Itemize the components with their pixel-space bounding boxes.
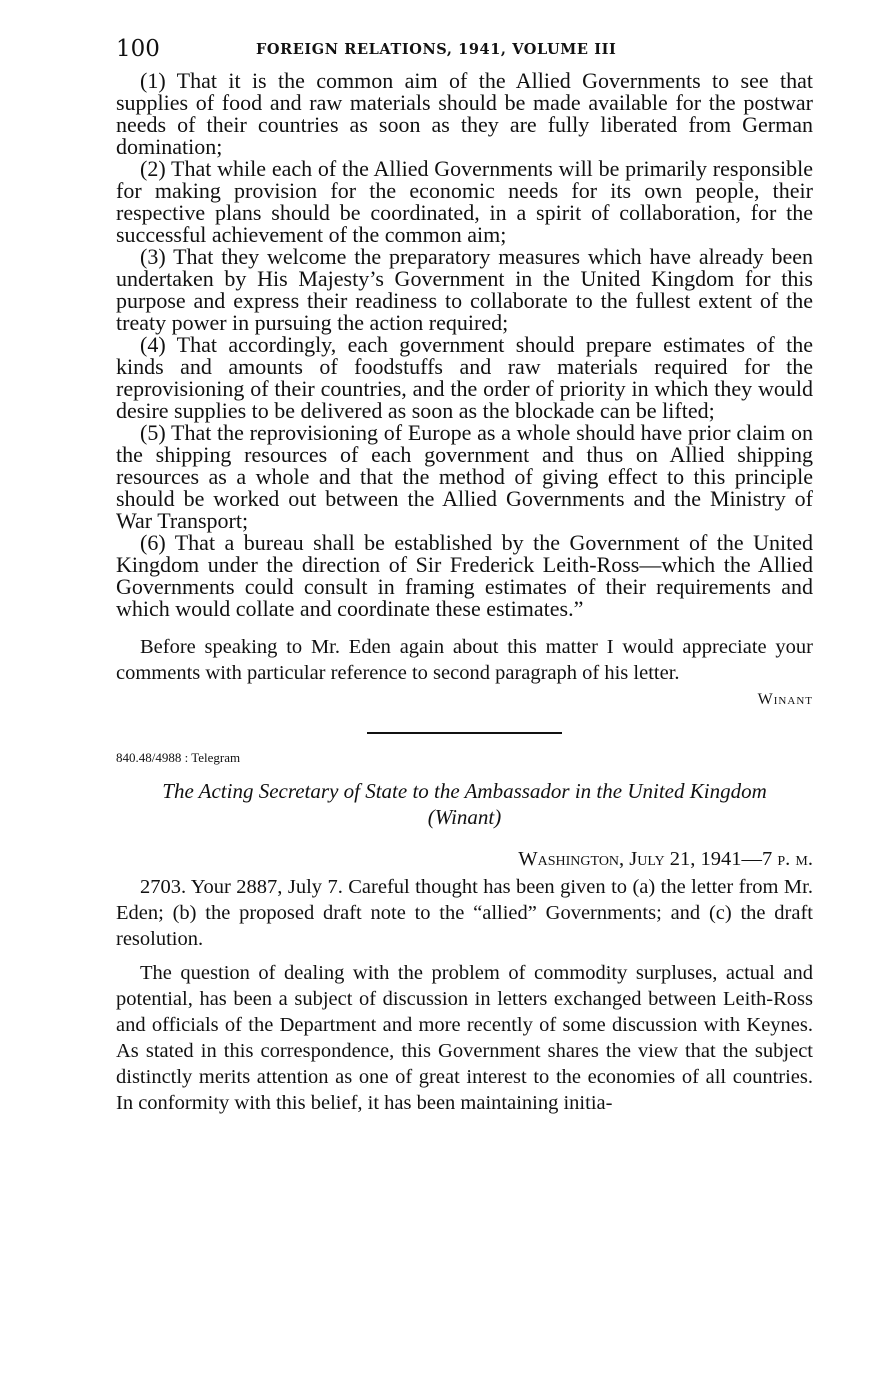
document-heading: The Acting Secretary of State to the Ambassador in the United Kingdom (Winant)	[162, 779, 767, 829]
resolution-point-4: (4) That accordingly, each government should prepare estimates of the kinds and amounts of foodstuffs and raw materials required for the reprovisioning of their countries, and the order of priority in which they would desire supplies to be delivered as soon as the blockade can be lifted;	[116, 332, 813, 423]
signature-block	[116, 688, 813, 712]
telegram-paragraph-1: 2703. Your 2887, July 7. Careful thought has been given to (a) the letter from Mr. Eden; (b) the proposed draft note to the “allied” Governments; and (c) the draft resolution.	[116, 876, 813, 950]
resolution-point-3: (3) That they welcome the preparatory measures which have already been undertaken by His Majesty’s Government in the United Kingdom for this purpose and express their readiness to collaborate to the fullest extent of the treaty power in pursuing the action required;	[116, 244, 813, 335]
telegram-paragraph-2: The question of dealing with the problem of commodity surpluses, actual and potential, has been a subject of discussion in letters exchanged between Leith-Ross and officials of the Department and more recently of some discussion with Keynes. As stated in this correspondence, this Government shares the view that the subject distinctly merits attention as one of great interest to the economies of all countries. In conformity with this belief, it has been maintaining initia-	[116, 962, 813, 1114]
page-header	[116, 34, 813, 70]
resolution-point-2: (2) That while each of the Allied Governments will be primarily responsible for making provision for the economic needs for its own people, their respective plans should be coordinated, in a spirit of collaboration, for the successful achievement of the common aim;	[116, 156, 813, 247]
resolution-point-1: (1) That it is the common aim of the Allied Governments to see that supplies of food and raw materials should be made available for the postwar needs of their countries as soon as they are fully liberated from German domination;	[116, 68, 813, 159]
resolution-point-5: (5) That the reprovisioning of Europe as a whole should have prior claim on the shipping resources of each government and thus on Allied shipping resources as a whole and that the method of giving effect to this principle should be worked out between the Allied Governments and the Ministry of War Transport;	[116, 420, 813, 533]
document-page	[116, 34, 813, 1116]
dateline: Washington, July 21, 1941—7 p. m.	[518, 848, 813, 870]
running-head: FOREIGN RELATIONS, 1941, VOLUME III	[256, 41, 617, 58]
section-divider	[367, 732, 562, 734]
quoted-resolution	[116, 70, 813, 620]
closing-paragraph: Before speaking to Mr. Eden again about this matter I would appreciate your comments with particular reference to second paragraph of his letter.	[116, 636, 813, 684]
signature: Winant	[757, 691, 813, 708]
page-number: 100	[116, 36, 160, 62]
dateline-block	[116, 844, 813, 874]
document-reference: 840.48/4988 : Telegram	[116, 750, 241, 765]
resolution-point-6: (6) That a bureau shall be established by the Government of the United Kingdom under the direction of Sir Frederick Leith-Ross—which the Allied Governments could consult in framing estimates of their requirements and which would collate and coordinate these estimates.”	[116, 530, 813, 621]
